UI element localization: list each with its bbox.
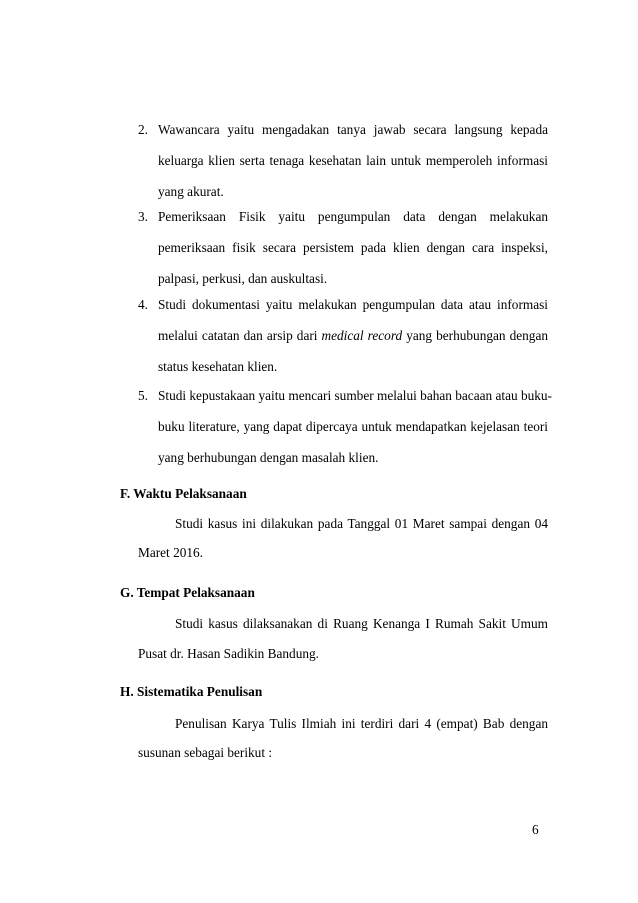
- list-number: 3.: [138, 209, 148, 224]
- italic-term: medical record: [321, 328, 403, 343]
- list-line: buku literature, yang dapat dipercaya untuk mendapatkan kejelasan teori: [158, 419, 548, 434]
- paragraph-line: Penulisan Karya Tulis Ilmiah ini terdiri dari 4 (empat) Bab dengan: [175, 716, 548, 731]
- paragraph-line: Pusat dr. Hasan Sadikin Bandung.: [138, 646, 319, 661]
- list-line: yang akurat.: [158, 184, 224, 199]
- list-text: yang berhubungan dengan: [406, 328, 548, 343]
- list-line: Pemeriksaan Fisik yaitu pengumpulan data dengan melakukan: [158, 209, 548, 224]
- section-heading-h: H. Sistematika Penulisan: [120, 684, 263, 699]
- paragraph-line: Studi kasus dilaksanakan di Ruang Kenanga I Rumah Sakit Umum: [175, 616, 548, 631]
- section-heading-f: F. Waktu Pelaksanaan: [120, 486, 247, 501]
- page-number: 6: [532, 822, 539, 837]
- list-text: melalui catatan dan arsip dari: [158, 328, 318, 343]
- section-heading-g: G. Tempat Pelaksanaan: [120, 585, 255, 600]
- list-line: palpasi, perkusi, dan auskultasi.: [158, 271, 328, 286]
- list-line-with-italic: [158, 328, 548, 344]
- paragraph-line: susunan sebagai berikut :: [138, 745, 273, 760]
- list-line: Studi kepustakaan yaitu mencari sumber melalui bahan bacaan atau buku-: [158, 388, 552, 403]
- list-line: keluarga klien serta tenaga kesehatan lain untuk memperoleh informasi: [158, 153, 548, 168]
- list-line: Wawancara yaitu mengadakan tanya jawab secara langsung kepada: [158, 122, 548, 137]
- list-number: 4.: [138, 297, 148, 312]
- list-number: 2.: [138, 122, 148, 137]
- list-line: yang berhubungan dengan masalah klien.: [158, 450, 379, 465]
- paragraph-line: Studi kasus ini dilakukan pada Tanggal 01 Maret sampai dengan 04: [175, 516, 548, 531]
- paragraph-line: Maret 2016.: [138, 545, 203, 560]
- list-line: status kesehatan klien.: [158, 359, 278, 374]
- list-line: Studi dokumentasi yaitu melakukan pengumpulan data atau informasi: [158, 297, 548, 312]
- list-number: 5.: [138, 388, 148, 403]
- list-line: pemeriksaan fisik secara persistem pada klien dengan cara inspeksi,: [158, 240, 548, 255]
